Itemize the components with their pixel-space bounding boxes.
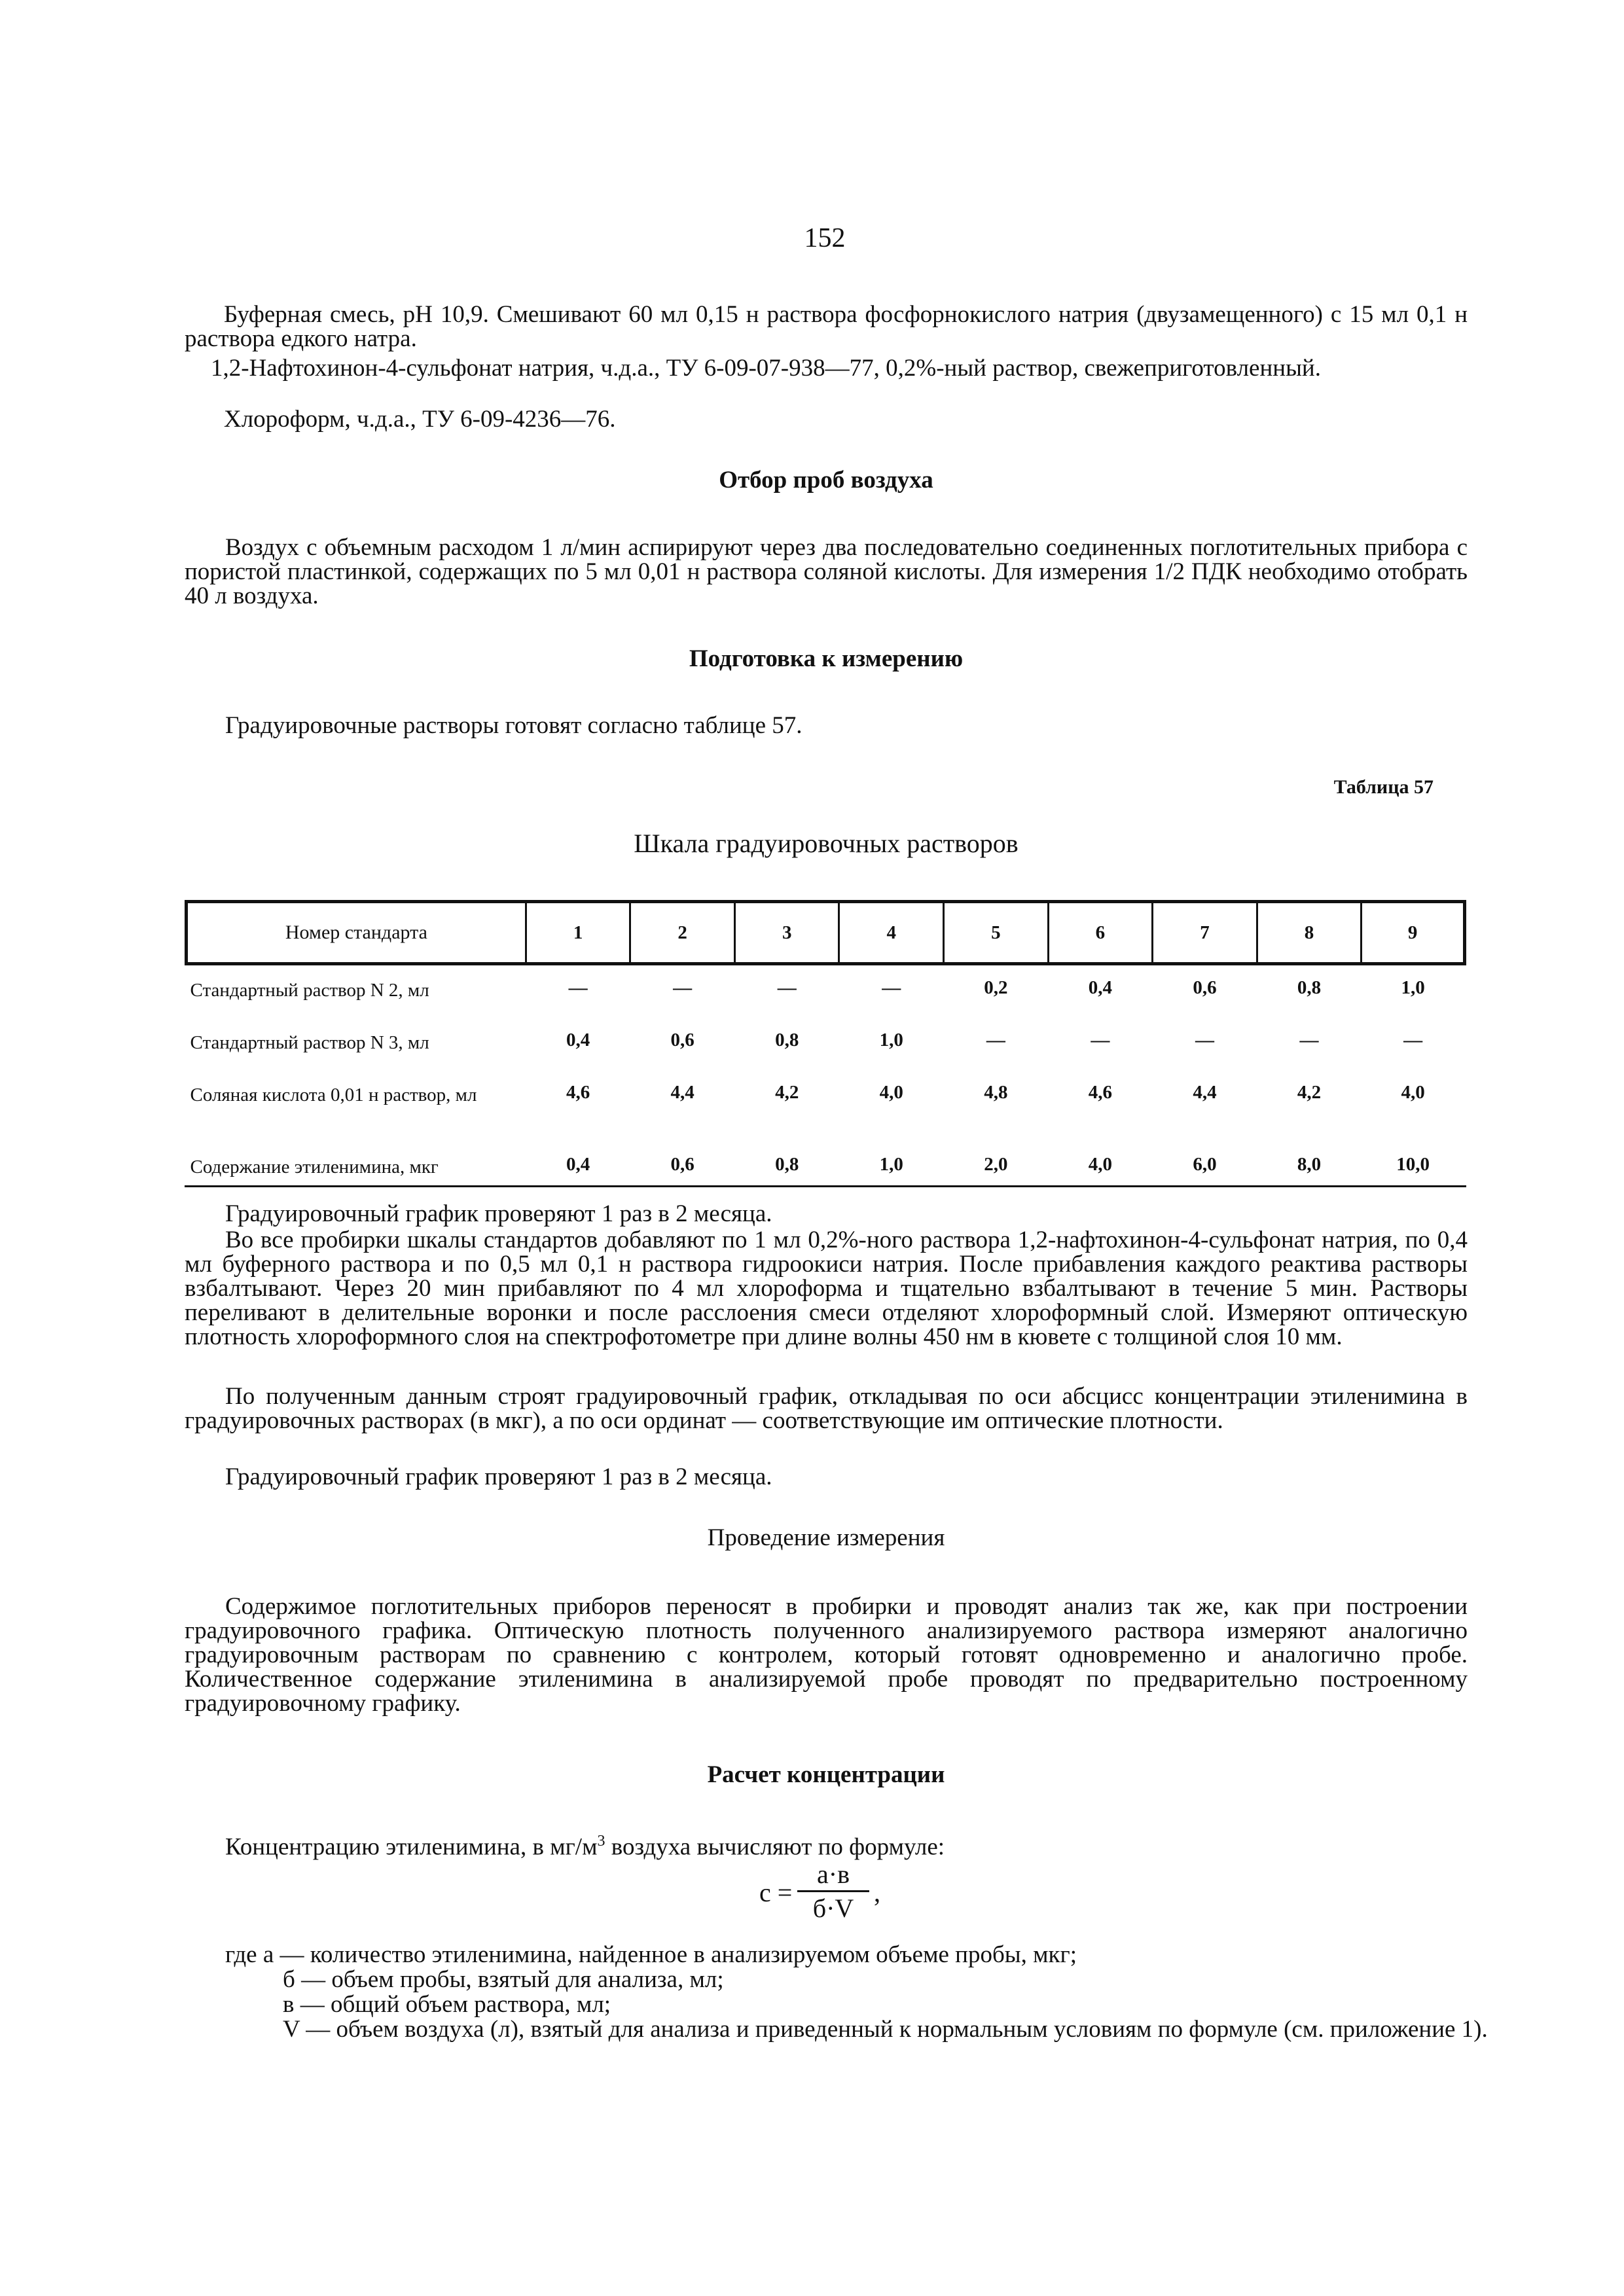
table-cell: —	[986, 1030, 1005, 1050]
table-cell: 0,8	[775, 1030, 799, 1050]
table-cell: 1,0	[879, 1030, 903, 1050]
table-bottom-rule	[185, 1185, 1466, 1187]
table-cell: —	[1195, 1030, 1214, 1050]
formula-numerator: а·в	[817, 1859, 850, 1889]
table-header-label: Номер стандарта	[187, 902, 526, 964]
table-cell: —	[1299, 1030, 1319, 1050]
table-row	[187, 1070, 1465, 1142]
formula-end: ,	[874, 1878, 880, 1907]
table-cell: 0,2	[984, 977, 1008, 998]
table-cell: 0,4	[566, 1154, 590, 1175]
definition-volume: V — объем воздуха (л), взятый для анализа и приведенный к нормальным условиям по формуле (см. приложение 1).	[283, 2016, 1488, 2043]
table-cell: 0,6	[1193, 977, 1217, 998]
table-cell: 0,6	[670, 1154, 695, 1175]
table-cell: 0,8	[775, 1154, 799, 1175]
table-row	[187, 964, 1465, 1018]
page-number: 152	[804, 223, 846, 253]
table-cell: —	[568, 977, 588, 998]
table-cell: —	[673, 977, 693, 998]
definition-v: в — общий объем раствора, мл;	[283, 1991, 611, 2018]
column-header: 2	[630, 902, 735, 964]
table-cell: 0,6	[670, 1030, 695, 1050]
reagent-buffer: Буферная смесь, рН 10,9. Смешивают 60 мл 0,15 н раствора фосфорнокислого натрия (двузамещенного) с 15 мл 0,1 н раствора едкого натра.	[185, 301, 1468, 352]
table-cell: —	[1403, 1030, 1423, 1050]
table-cell: 4,8	[984, 1082, 1008, 1103]
formula-lhs: с =	[759, 1878, 793, 1907]
column-header: 8	[1257, 902, 1362, 964]
concentration-formula	[759, 1859, 929, 1931]
table-cell: —	[1091, 1030, 1110, 1050]
table-cell: 4,0	[1088, 1154, 1113, 1175]
calculation-intro-post: воздуха вычисляют по формуле:	[605, 1833, 945, 1861]
column-header: 6	[1048, 902, 1153, 964]
calculation-intro	[225, 1829, 1468, 1859]
table-header-row	[187, 902, 1465, 964]
column-header: 4	[839, 902, 944, 964]
column-header: 9	[1362, 902, 1465, 964]
row-label: Содержание этиленимина, мкг	[190, 1157, 439, 1177]
definition-b: б — объем пробы, взятый для анализа, мл;	[283, 1966, 724, 1993]
calibration-check-note-repeat: Градуировочный график проверяют 1 раз в 2 месяца.	[225, 1463, 772, 1490]
calibration-graph-text: По полученным данным строят градуировочный график, откладывая по оси абсцисс концентрации этиленимина в градуировочных растворах (в мкг), а по оси ординат — соответствующие им оптические плотности.	[185, 1383, 1468, 1434]
formula-fraction	[797, 1859, 869, 1925]
table-cell: —	[882, 977, 901, 998]
table-cell: 10,0	[1396, 1154, 1430, 1175]
table-cell: 2,0	[984, 1154, 1008, 1175]
sampling-text: Воздух с объемным расходом 1 л/мин аспирируют через два последовательно соединенных поглотительных прибора с пористой пластинкой, содержащих по 5 мл 0,01 н раствора соляной кислоты. Для измерения 1/2 ПДК необходимо отобрать 40 л воздуха.	[185, 534, 1468, 609]
table-label: Таблица 57	[1333, 776, 1434, 798]
table-cell: 4,6	[1088, 1082, 1113, 1103]
heading-measurement: Проведение измерения	[707, 1524, 945, 1551]
calibration-procedure-text: Во все пробирки шкалы стандартов добавляют по 1 мл 0,2%-ного раствора 1,2-нафтохинон-4-сульфонат натрия, по 0,4 мл буферного раствора и по 0,5 мл 0,1 н раствора гидроокиси натрия. После прибавления каждого реактива растворы взбалтывают. Через 20 мин прибавляют по 4 мл хлороформа и тщательно взбалтывают в течение 5 мин. Растворы переливают в делительные воронки и после расслоения смеси отделяют хлороформный слой. Измеряют оптическую плотность хлороформного слоя на спектрофотометре при длине волны 450 нм в кювете с толщиной слоя 10 мм.	[185, 1227, 1468, 1350]
table-cell: 8,0	[1297, 1154, 1322, 1175]
table-cell: 1,0	[1401, 977, 1425, 998]
heading-calculation: Расчет концентрации	[707, 1761, 945, 1788]
column-header: 5	[944, 902, 1049, 964]
preparation-text: Градуировочные растворы готовят согласно таблице 57.	[225, 712, 803, 739]
table-cell: 1,0	[879, 1154, 903, 1175]
table-cell: 4,4	[670, 1082, 695, 1103]
table-cell: 4,2	[775, 1082, 799, 1103]
table-cell: 0,4	[566, 1030, 590, 1050]
table-row	[187, 1018, 1465, 1070]
heading-preparation: Подготовка к измерению	[689, 645, 964, 672]
table-cell: 4,6	[566, 1082, 590, 1103]
heading-sampling: Отбор проб воздуха	[719, 467, 933, 493]
calibration-table	[185, 900, 1466, 1200]
measurement-text: Содержимое поглотительных приборов переносят в пробирки и проводят анализ так же, как при построении градуировочного графика. Оптическую плотность полученного анализируемого раствора измеряют аналогично градуировочным растворам по сравнению с контролем, который готовят одновременно и аналогично пробе. Количественное содержание этиленимина в анализируемой пробе проводят по предварительно построенному градуировочному графику.	[185, 1593, 1468, 1717]
row-label: Стандартный раствор N 2, мл	[190, 980, 429, 1001]
table-cell: —	[777, 977, 797, 998]
table-cell: 4,0	[879, 1082, 903, 1103]
formula-denominator: б·V	[812, 1893, 854, 1923]
table-cell: 0,4	[1088, 977, 1113, 998]
row-label: Стандартный раствор N 3, мл	[190, 1032, 429, 1053]
table-title: Шкала градуировочных растворов	[634, 829, 1019, 858]
table-cell: 4,0	[1401, 1082, 1425, 1103]
definition-a: где а — количество этиленимина, найденное в анализируемом объеме пробы, мкг;	[225, 1941, 1077, 1968]
column-header: 7	[1153, 902, 1257, 964]
column-header: 1	[526, 902, 630, 964]
table-cell: 4,4	[1193, 1082, 1217, 1103]
calculation-intro-sup: 3	[597, 1833, 605, 1850]
table-cell: 0,8	[1297, 977, 1322, 998]
reagent-chloroform: Хлороформ, ч.д.а., ТУ 6-09-4236—76.	[224, 406, 616, 433]
table-cell: 4,2	[1297, 1082, 1322, 1103]
calculation-intro-pre: Концентрацию этиленимина, в мг/м	[225, 1833, 598, 1861]
calibration-check-note: Градуировочный график проверяют 1 раз в 2 месяца.	[225, 1200, 772, 1227]
reagent-naphthoquinone: 1,2-Нафтохинон-4-сульфонат натрия, ч.д.а., ТУ 6-09-07-938—77, 0,2%-ный раствор, свежеприготовленный.	[211, 355, 1321, 382]
table-cell: 6,0	[1193, 1154, 1217, 1175]
table-row	[187, 1142, 1465, 1200]
column-header: 3	[734, 902, 839, 964]
row-label: Соляная кислота 0,01 н раствор, мл	[190, 1085, 477, 1105]
